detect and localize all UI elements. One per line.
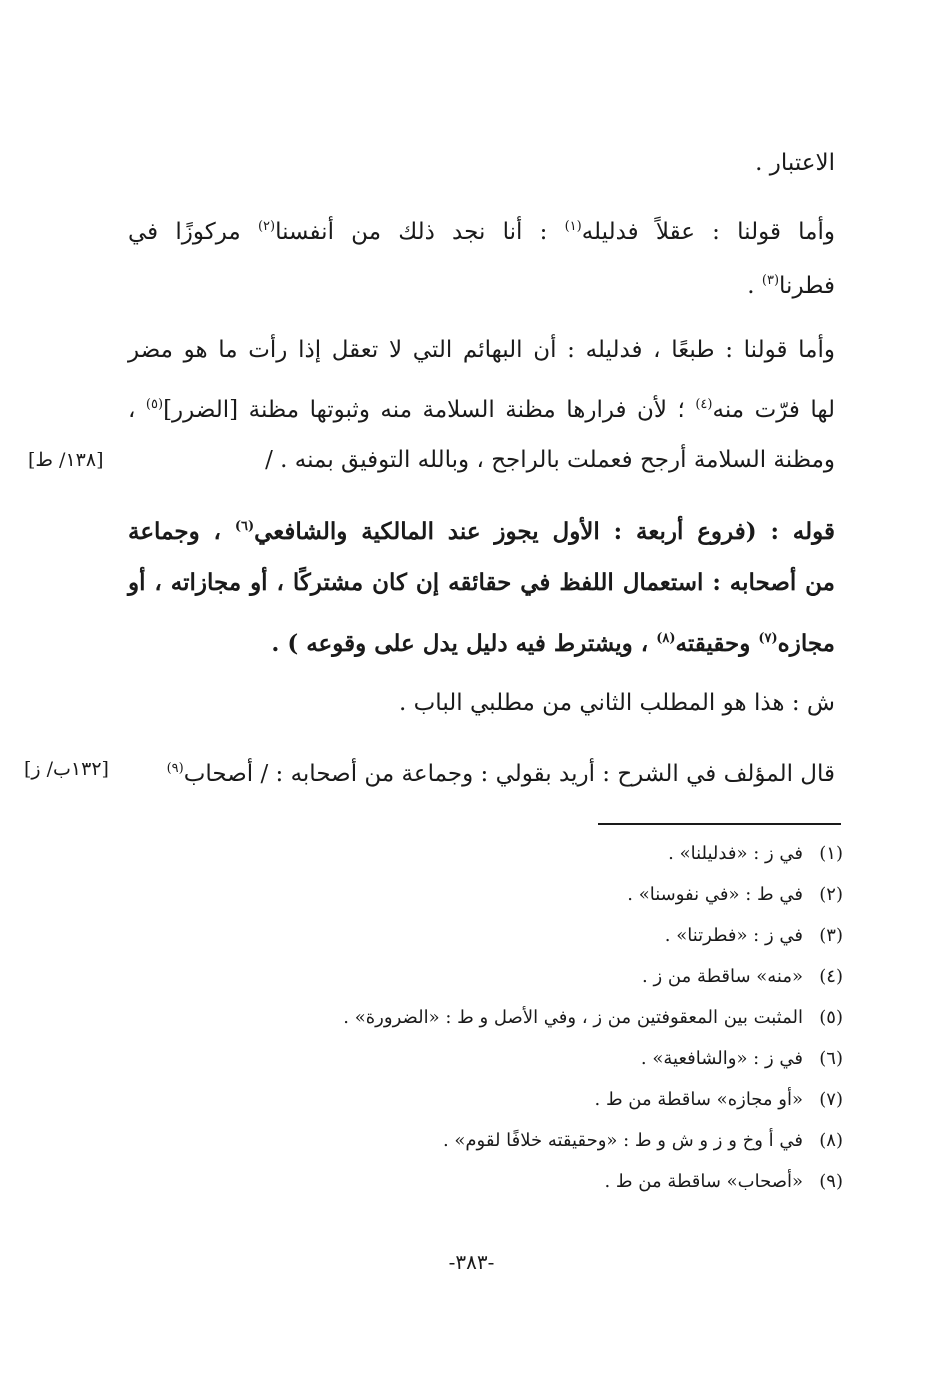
body-line-8: [128, 566, 835, 600]
footnote-ref-5[interactable]: (٥): [145, 397, 164, 412]
text-segment: ش : هذا هو المطلب الثاني من مطلبي الباب .: [399, 690, 835, 716]
text-segment: وأما قولنا : طبعًا ، فدليله : أن البهائم التي لا تعقل إذا رأت ما هو مضر: [128, 337, 835, 363]
footnote-ref-6[interactable]: (٦): [234, 519, 255, 534]
text-segment: من أصحابه : استعمال اللفظ في حقائقه إن كان مشتركًا ، أو مجازاته ، أو: [128, 569, 835, 596]
text-segment: ومظنة السلامة أرجح فعملت بالراجح ، وبالله التوفيق بمنه . /: [265, 447, 835, 473]
footnote-ref-7[interactable]: (٧): [758, 631, 778, 646]
footnote-text: المثبت بين المعقوفتين من ز ، وفي الأصل و ط : «الضرورة» .: [343, 1007, 803, 1028]
footnote-3: [665, 922, 843, 950]
footnote-ref-9[interactable]: (٩): [166, 761, 184, 776]
text-segment: قال المؤلف في الشرح : أريد بقولي : وجماعة من أصحابه : / أصحاب: [183, 761, 835, 787]
body-line-2: [128, 210, 835, 249]
text-segment: مركوزًا في: [128, 219, 258, 245]
margin-folio-zay: [١٣٢ب/ ز]: [24, 758, 109, 780]
body-line-4: [128, 333, 835, 367]
footnote-text: «أو مجازه» ساقطة من ط .: [594, 1089, 803, 1110]
footnote-2: [627, 881, 843, 909]
footnote-ref-1[interactable]: (١): [564, 219, 582, 234]
footnote-number: (٢): [819, 884, 843, 905]
text-segment: وحقيقته: [675, 630, 759, 657]
body-line-1: [755, 146, 835, 180]
body-line-6: [265, 443, 835, 477]
footnote-number: (١): [819, 843, 843, 864]
body-line-3: [747, 264, 835, 303]
footnote-text: في ز : «فدليلنا» .: [668, 843, 803, 864]
text-segment: ؛ لأن فرارها مظنة السلامة منه وثبوتها مظنة [الضرر]: [163, 397, 696, 423]
text-segment: : أنا نجد ذلك من أنفسنا: [275, 219, 565, 245]
footnote-5: [343, 1004, 843, 1032]
footnote-9: [604, 1168, 843, 1196]
footnote-ref-8[interactable]: (٨): [656, 631, 676, 646]
footnote-number: (٨): [819, 1130, 843, 1151]
body-line-10: [399, 686, 835, 720]
body-line-7: [128, 510, 835, 549]
footnote-separator: [598, 823, 841, 825]
footnote-number: (٤): [819, 966, 843, 987]
footnote-6: [641, 1045, 843, 1073]
footnote-ref-3[interactable]: (٣): [761, 273, 780, 288]
body-line-11: [167, 752, 835, 791]
text-segment: .: [747, 273, 762, 299]
footnote-text: «منه» ساقطة من ز .: [642, 966, 803, 987]
text-segment: ، وجماعة: [128, 518, 235, 545]
footnote-number: (٣): [819, 925, 843, 946]
text-segment: وأما قولنا : عقلاً فدليله: [581, 219, 835, 245]
footnote-number: (٥): [819, 1007, 843, 1028]
text-segment: لها فرّت منه: [712, 397, 836, 423]
footnote-number: (٩): [819, 1171, 843, 1192]
text-segment: مجازه: [777, 630, 835, 657]
text-segment: فطرنا: [779, 273, 835, 299]
footnote-ref-4[interactable]: (٤): [695, 397, 713, 412]
page-number: -٣٨٣-: [448, 1250, 495, 1274]
footnote-7: [595, 1086, 844, 1114]
footnote-number: (٦): [819, 1048, 843, 1069]
footnote-text: في أ وخ و ز و ش و ط : «وحقيقته خلافًا لقوم» .: [442, 1130, 803, 1151]
footnote-text: «أصحاب» ساقطة من ط .: [604, 1171, 803, 1192]
text-segment: الاعتبار .: [755, 150, 835, 176]
footnote-1: [668, 840, 843, 868]
footnote-text: في ز : «والشافعية» .: [640, 1048, 803, 1069]
body-line-9: [271, 622, 835, 661]
footnote-8: [443, 1127, 843, 1155]
text-segment: ،: [128, 397, 146, 423]
text-segment: قوله : (فروع أربعة : الأول يجوز عند المالكية والشافعي: [254, 518, 836, 545]
body-line-5: [128, 388, 835, 427]
footnote-number: (٧): [819, 1089, 843, 1110]
margin-folio-ta: [١٣٨/ ط]: [28, 449, 104, 471]
footnote-ref-2[interactable]: (٢): [257, 219, 276, 234]
footnote-4: [642, 963, 843, 991]
footnote-text: في ط : «في نفوسنا» .: [627, 884, 803, 905]
footnote-text: في ز : «فطرتنا» .: [664, 925, 803, 946]
text-segment: ، ويشترط فيه دليل يدل على وقوعه ) .: [271, 630, 657, 657]
